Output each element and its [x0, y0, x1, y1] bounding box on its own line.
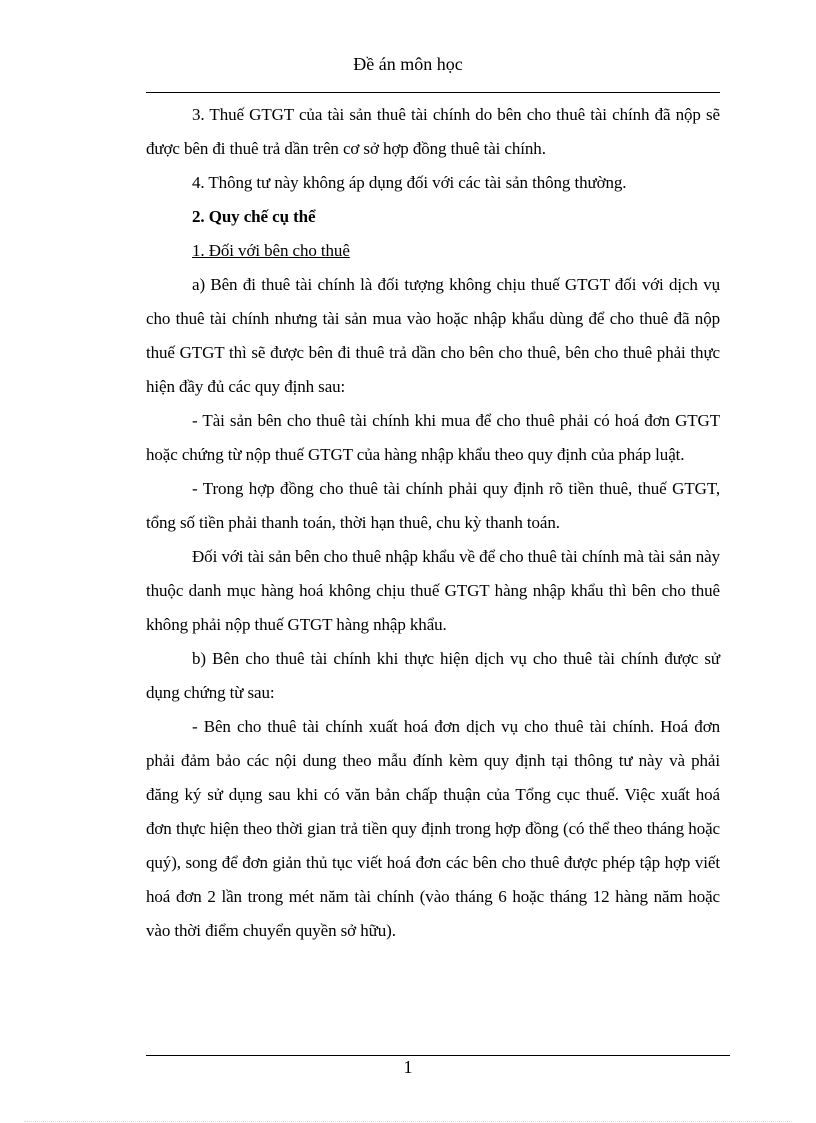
- page-header-title: Đề án môn học: [353, 54, 463, 74]
- section-heading: 2. Quy chế cụ thể: [192, 207, 316, 226]
- paragraph-bullet-invoice: - Tài sản bên cho thuê tài chính khi mua để cho thuê phải có hoá đơn GTGT hoặc chứng từ nộp thuế GTGT của hàng nhập khẩu theo quy định của pháp luật.: [146, 411, 720, 464]
- document-body: [146, 98, 720, 948]
- paragraph-item-a: a) Bên đi thuê tài chính là đối tượng không chịu thuế GTGT đối với dịch vụ cho thuê tài chính nhưng tài sản mua vào hoặc nhập khẩu dùng để cho thuê đã nộp thuế GTGT thì sẽ được bên đi thuê trả dần cho bên cho thuê, bên cho thuê phải thực hiện đầy đủ các quy định sau:: [146, 275, 720, 396]
- header-divider: [146, 92, 720, 93]
- paragraph-vat-item-4: 4. Thông tư này không áp dụng đối với các tài sản thông thường.: [192, 173, 627, 192]
- paragraph-bullet-invoice-issuance: - Bên cho thuê tài chính xuất hoá đơn dịch vụ cho thuê tài chính. Hoá đơn phải đảm bảo các nội dung theo mẫu đính kèm quy định tại thông tư này và phải đăng ký sử dụng sau khi có văn bản chấp thuận của Tổng cục thuế. Việc xuất hoá đơn thực hiện theo thời gian trả tiền quy định trong hợp đồng (có thể theo tháng hoặc quý), song để đơn giản thủ tục viết hoá đơn các bên cho thuê được phép tập hợp viết hoá đơn 2 lần trong mét năm tài chính (vào tháng 6 hoặc tháng 12 hàng năm hoặc vào thời điểm chuyển quyền sở hữu).: [146, 717, 720, 940]
- paragraph-item-b: b) Bên cho thuê tài chính khi thực hiện dịch vụ cho thuê tài chính được sử dụng chứng từ sau:: [146, 649, 720, 702]
- paragraph-imported-assets: Đối với tài sản bên cho thuê nhập khẩu về để cho thuê tài chính mà tài sản này thuộc danh mục hàng hoá không chịu thuế GTGT hàng nhập khẩu thì bên cho thuê không phải nộp thuế GTGT hàng nhập khẩu.: [146, 547, 720, 634]
- subsection-heading: [146, 234, 720, 268]
- paragraph-vat-item-3: 3. Thuế GTGT của tài sản thuê tài chính do bên cho thuê tài chính đã nộp sẽ được bên đi thuê trả dần trên cơ sở hợp đồng thuê tài chính.: [146, 105, 720, 158]
- subsection-heading-text: 1. Đối với bên cho thuê: [192, 241, 350, 260]
- paragraph-bullet-contract: - Trong hợp đồng cho thuê tài chính phải quy định rõ tiền thuê, thuế GTGT, tổng số tiền phải thanh toán, thời hạn thuê, chu kỳ thanh toán.: [146, 479, 720, 532]
- page-bottom-edge: [24, 1121, 792, 1122]
- page-number: 1: [403, 1057, 413, 1077]
